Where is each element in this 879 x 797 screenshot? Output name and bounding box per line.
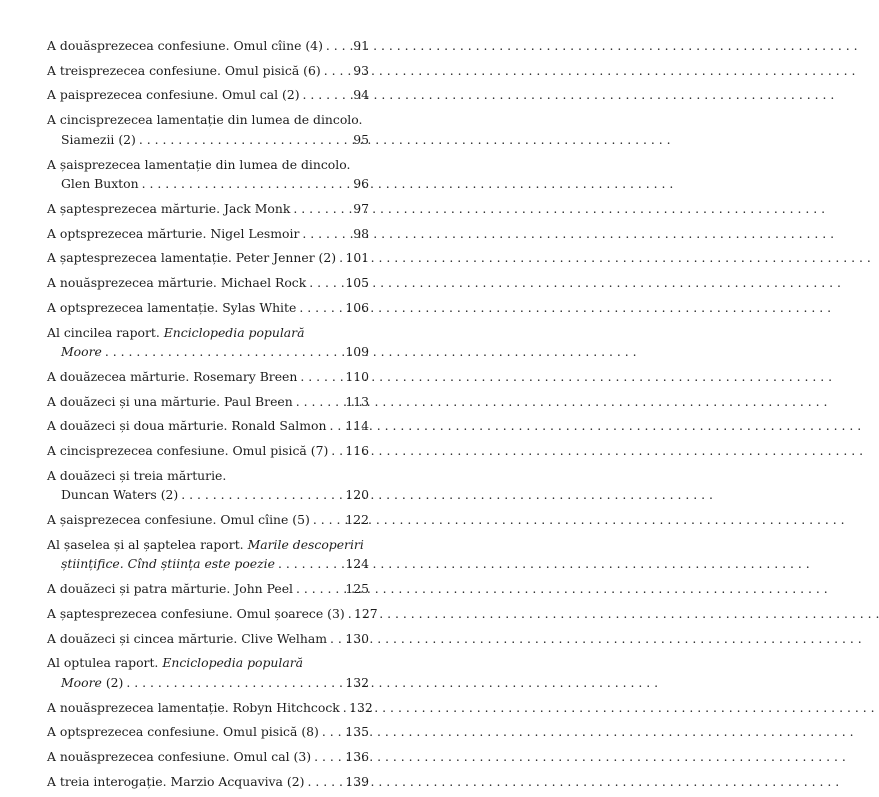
toc-entry-title: A șaptesprezecea confesiune. Omul șoarece (3): [47, 605, 345, 621]
dot-leader: [293, 392, 339, 412]
toc-entry-title: A șaptesprezecea lamentație. Peter Jenner (2): [47, 250, 337, 266]
toc-entry-text: [47, 36, 323, 56]
toc-entry-italic-title: Moore: [61, 344, 102, 360]
toc-entry-title: A șaisprezecea confesiune. Omul cîine (5): [47, 512, 310, 528]
toc-entry-text: [61, 673, 123, 693]
dot-leader: [299, 224, 339, 244]
dot-leader: [321, 61, 339, 81]
toc-entry-text: [47, 441, 328, 461]
page-number: 94: [353, 87, 369, 103]
page-number: 135: [345, 724, 369, 740]
toc-entry-text: [61, 485, 178, 505]
toc-entry-line: [47, 698, 373, 718]
page-number: 109: [345, 344, 369, 360]
toc-entry: [47, 367, 369, 387]
toc-entry-line: [47, 224, 369, 244]
page-number: 91: [353, 38, 369, 53]
toc-entry-title: A treisprezecea confesiune. Omul pisică (6): [47, 62, 321, 78]
page-number: 139: [345, 773, 369, 789]
toc-entry-line: [47, 722, 369, 742]
toc-entry-title: A douăzeci și una mărturie. Paul Breen: [47, 393, 293, 409]
toc-entry-line: [47, 298, 369, 318]
toc-entry-line: [47, 130, 369, 150]
toc-entry: [47, 466, 369, 505]
toc-entry-line: [47, 772, 369, 792]
toc-entry: [47, 224, 369, 244]
toc-entry-text: [47, 653, 303, 673]
page-number: 120: [345, 487, 369, 503]
page-number: 95: [353, 131, 369, 147]
toc-entry-line: [47, 392, 369, 412]
toc-entry-line: [47, 673, 369, 693]
toc-entry-title: A douăzecea mărturie. Rosemary Breen: [47, 368, 298, 384]
toc-entry-line: [47, 36, 369, 56]
page-number: 110: [345, 368, 369, 384]
toc-entry: [47, 629, 369, 649]
toc-entry: [47, 579, 369, 599]
toc-entry: [47, 510, 369, 530]
toc-entry-text: [47, 155, 350, 175]
dot-leader: [319, 722, 339, 742]
toc-entry-title: A douăzeci și cincea mărturie. Clive Welham: [47, 630, 328, 646]
toc-entry-text: [47, 323, 305, 343]
dot-leader: [328, 441, 339, 461]
toc-entry-line: [47, 535, 369, 555]
toc-entry-title: A treia interogație. Marzio Acquaviva (2): [47, 773, 305, 789]
toc-entry-text: [47, 248, 336, 268]
toc-entry-line: [47, 416, 369, 436]
toc-entry-line: [47, 85, 369, 105]
dot-leader: [310, 510, 339, 530]
page-number: 96: [353, 176, 369, 192]
table-of-contents: [47, 36, 378, 797]
toc-entry: [47, 85, 369, 105]
toc-entry-text: [47, 772, 304, 792]
toc-entry-text: [47, 510, 310, 530]
toc-entry-title: (2): [101, 674, 124, 690]
toc-entry-text: [47, 416, 326, 436]
page-number: 98: [353, 225, 369, 241]
dot-leader: [123, 673, 339, 693]
toc-entry: [47, 747, 369, 767]
toc-entry: [47, 441, 369, 461]
toc-entry-line: [47, 604, 378, 624]
toc-entry-italic-title: științifice. Cînd știința este poezie: [61, 556, 275, 572]
page-number: 132: [349, 699, 373, 715]
page-number: 127: [354, 605, 378, 621]
toc-entry-title: Glen Buxton: [61, 176, 139, 192]
toc-entry-line: [47, 199, 369, 219]
toc-entry-line: [47, 110, 369, 130]
toc-entry-title: A cincisprezecea confesiune. Omul pisică (7): [47, 443, 329, 459]
dot-leader: [327, 629, 339, 649]
toc-entry-line: [47, 174, 369, 194]
page-number: 122: [345, 512, 369, 528]
toc-entry-title: Siamezii (2): [61, 131, 136, 147]
toc-entry-text: [47, 604, 345, 624]
page-number: 97: [353, 200, 369, 216]
toc-entry: [47, 36, 369, 56]
toc-entry-text: [61, 554, 275, 574]
toc-entry-title: A optsprezecea confesiune. Omul pisică (8): [47, 724, 319, 740]
toc-entry-text: [47, 273, 306, 293]
toc-entry-text: [61, 342, 102, 362]
toc-entry-title: A nouăsprezecea confesiune. Omul cal (3): [47, 749, 312, 765]
toc-entry-text: [47, 698, 340, 718]
page-number: 132: [345, 674, 369, 690]
toc-entry-title: Al șaselea și al șaptelea raport.: [47, 536, 248, 552]
toc-entry-italic-title: Moore: [61, 674, 102, 690]
toc-entry-italic-title: Enciclopedia populară: [163, 324, 305, 340]
page-number: 105: [345, 275, 369, 291]
page-number: 106: [345, 299, 369, 315]
toc-entry: [47, 273, 369, 293]
toc-entry-line: [47, 441, 369, 461]
toc-entry-title: Duncan Waters (2): [61, 487, 179, 503]
dot-leader: [139, 174, 339, 194]
toc-entry-line: [47, 342, 369, 362]
toc-entry-text: [47, 85, 300, 105]
dot-leader: [304, 772, 339, 792]
page-number: 101: [345, 250, 370, 266]
page-number: 125: [345, 581, 369, 597]
toc-entry-line: [47, 554, 369, 574]
toc-entry-line: [47, 248, 369, 268]
dot-leader: [311, 747, 339, 767]
toc-entry-text: [47, 298, 296, 318]
toc-entry-title: A nouăsprezecea lamentație. Robyn Hitchcock: [47, 699, 340, 715]
toc-entry: [47, 392, 369, 412]
toc-entry-title: A șaisprezecea lamentație din lumea de dincolo.: [47, 156, 351, 172]
toc-entry-line: [47, 629, 369, 649]
toc-entry-title: A șaptesprezecea mărturie. Jack Monk: [47, 200, 291, 216]
dot-leader: [293, 579, 339, 599]
dot-leader: [297, 367, 339, 387]
dot-leader: [323, 36, 339, 56]
toc-entry: [47, 323, 369, 362]
toc-entry-title: Al optulea raport.: [47, 655, 163, 671]
toc-entry-title: A douăzeci și doua mărturie. Ronald Salmon: [47, 418, 327, 434]
toc-entry-text: [47, 61, 321, 81]
toc-entry-title: A douăzeci și patra mărturie. John Peel: [47, 581, 294, 597]
toc-entry-text: [47, 722, 319, 742]
dot-leader: [290, 199, 339, 219]
page-number: 136: [345, 749, 369, 765]
toc-entry: [47, 535, 369, 574]
toc-entry-line: [47, 367, 369, 387]
toc-entry-title: A cincisprezecea lamentație din lumea de dincolo.: [47, 112, 363, 128]
toc-entry-italic-title: Marile descoperiri: [247, 536, 364, 552]
toc-entry-title: A douăzeci și treia mărturie.: [47, 467, 227, 483]
toc-entry: [47, 199, 369, 219]
toc-entry-line: [47, 61, 369, 81]
toc-entry: [47, 653, 369, 692]
dot-leader: [136, 130, 339, 150]
toc-entry-text: [61, 130, 136, 150]
toc-entry: [47, 604, 378, 624]
toc-entry-title: A optsprezecea mărturie. Nigel Lesmoir: [47, 225, 300, 241]
toc-entry-line: [47, 510, 369, 530]
dot-leader: [178, 485, 339, 505]
toc-entry: [47, 722, 369, 742]
toc-entry-line: [47, 273, 369, 293]
toc-entry-title: Al cincilea raport.: [47, 324, 164, 340]
dot-leader: [296, 298, 339, 318]
page-number: 114: [345, 418, 369, 434]
page-number: 93: [353, 62, 369, 78]
page-number: 116: [345, 443, 369, 459]
toc-entry-text: [61, 174, 139, 194]
toc-entry-title: A paisprezecea confesiune. Omul cal (2): [47, 87, 300, 103]
toc-entry-text: [47, 535, 364, 555]
toc-entry-text: [47, 224, 299, 244]
toc-entry: [47, 248, 369, 268]
toc-entry-text: [47, 579, 293, 599]
toc-entry-text: [47, 110, 362, 130]
toc-entry-title: A douăsprezecea confesiune. Omul cîine (4): [47, 38, 323, 53]
toc-entry: [47, 110, 369, 149]
toc-entry-text: [47, 199, 290, 219]
toc-entry-title: A optsprezecea lamentație. Sylas White: [47, 299, 297, 315]
dot-leader: [275, 554, 339, 574]
dot-leader: [326, 416, 339, 436]
toc-entry-line: [47, 155, 369, 175]
toc-entry: [47, 61, 369, 81]
toc-entry-text: [47, 367, 297, 387]
dot-leader: [306, 273, 339, 293]
toc-entry-title: A nouăsprezecea mărturie. Michael Rock: [47, 275, 307, 291]
toc-entry: [47, 698, 373, 718]
toc-entry-line: [47, 466, 369, 486]
toc-entry-text: [47, 466, 226, 486]
toc-entry-line: [47, 485, 369, 505]
toc-entry-text: [47, 629, 327, 649]
toc-entry-text: [47, 747, 311, 767]
toc-entry: [47, 772, 369, 792]
toc-entry-line: [47, 323, 369, 343]
toc-entry-line: [47, 579, 369, 599]
dot-leader: [300, 85, 339, 105]
toc-entry-italic-title: Enciclopedia populară: [162, 655, 304, 671]
toc-entry-line: [47, 747, 369, 767]
toc-entry-text: [47, 392, 293, 412]
dot-leader: [102, 342, 339, 362]
toc-entry: [47, 298, 369, 318]
toc-entry: [47, 416, 369, 436]
toc-entry-line: [47, 653, 369, 673]
page-number: 130: [345, 630, 369, 646]
page-number: 113: [345, 393, 369, 409]
toc-entry: [47, 155, 369, 194]
page-number: 124: [345, 556, 369, 572]
